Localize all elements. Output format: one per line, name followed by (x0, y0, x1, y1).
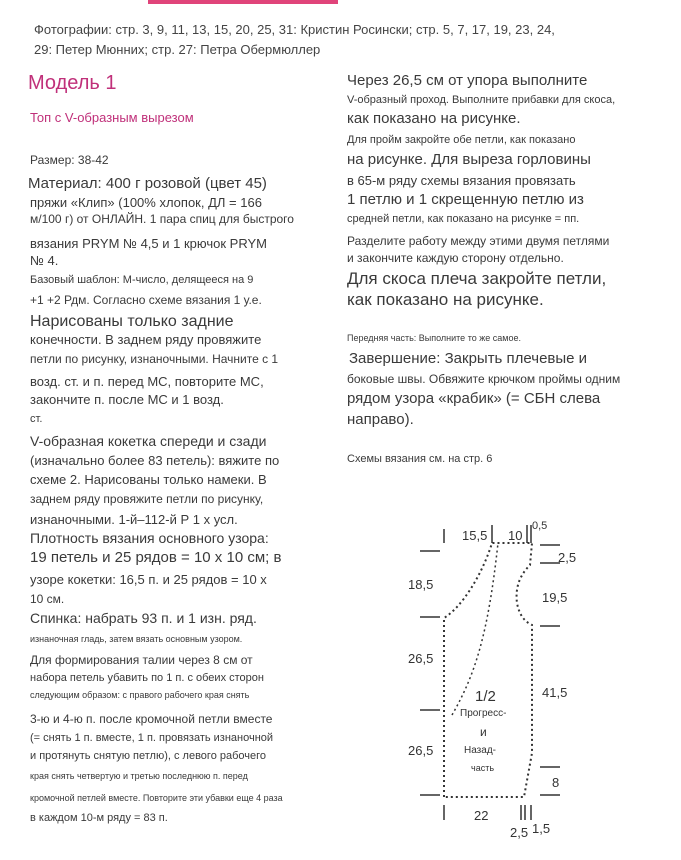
dim-left-upper: 26,5 (408, 651, 434, 666)
text-line: следующим образом: с правого рабочего края снять (30, 690, 250, 700)
text-line: Через 26,5 см от упора выполните (347, 72, 588, 89)
dim-top-edge: 0,5 (532, 520, 548, 532)
text-line: рядом узора «крабик» (= СБН слева (347, 390, 601, 407)
text-line: средней петли, как показано на рисунке = пп. (347, 213, 580, 225)
text-line: м/100 г) от ОНЛАЙН. 1 пара спиц для быстрого (30, 212, 294, 226)
text-line: изнаночная гладь, затем вязать основным узором. (30, 634, 243, 644)
text-line: Для формирования талии через 8 см от (30, 653, 253, 667)
text-line: как показано на рисунке. (347, 110, 521, 127)
text-line: (= снять 1 п. вместе, 1 п. провязать изнаночной (30, 732, 274, 744)
text-line: схеме 2. Нарисованы только намеки. В (30, 472, 267, 487)
text-line: петли по рисунку, изнаночными. Начните с 1 (30, 352, 279, 366)
text-line: Схемы вязания см. на стр. 6 (347, 453, 493, 465)
dim-left-lower: 26,5 (408, 743, 434, 758)
text-line: закончите п. после МС и 1 возд. (30, 392, 224, 407)
text-line: кромочной петлей вместе. Повторите эти убавки еще 4 раза (30, 793, 283, 803)
text-line: 1 петлю и 1 скрещенную петлю из (347, 191, 584, 208)
piece-label-line: Назад- (464, 745, 496, 756)
text-line: Передняя часть: Выполните то же самое. (347, 333, 521, 343)
dim-bottom-width: 22 (474, 808, 489, 823)
text-line: и закончите каждую сторону отдельно. (347, 251, 564, 265)
text-line: на рисунке. Для выреза горловины (347, 151, 591, 168)
dim-shoulder-drop: 2,5 (558, 550, 577, 565)
text-line: (изначально более 83 петель): вяжите по (30, 453, 280, 468)
dim-hem-right: 8 (552, 775, 560, 790)
text-line: Размер: 38-42 (30, 153, 109, 167)
piece-half-label: 1/2 (475, 688, 496, 705)
text-line: Плотность вязания основного узора: (30, 530, 269, 546)
text-line: края снять четвертую и третью последнюю п. перед (30, 771, 248, 781)
text-line: Для пройм закройте обе петли, как показано (347, 134, 576, 146)
knitting-schematic-diagram (400, 515, 580, 845)
text-line: узоре кокетки: 16,5 п. и 25 рядов = 10 х (30, 572, 267, 587)
text-line: 19 петель и 25 рядов = 10 х 10 см; в (30, 549, 282, 566)
text-line: +1 +2 Рдм. Согласно схеме вязания 1 у.е. (30, 293, 262, 307)
piece-label-line: и (480, 725, 487, 739)
text-line: Материал: 400 г розовой (цвет 45) (28, 175, 267, 192)
dim-left-armhole: 18,5 (408, 577, 434, 592)
text-line: Базовый шаблон: М-число, делящееся на 9 (30, 274, 254, 286)
dim-top-shoulder: 15,5 (462, 528, 488, 543)
text-line: возд. ст. и п. перед МС, повторите МС, (30, 374, 264, 389)
text-line: как показано на рисунке. (347, 290, 544, 309)
text-line: Для скоса плеча закройте петли, (347, 269, 607, 288)
piece-label-line: Прогресс- (460, 708, 507, 719)
text-line: V-образная кокетка спереди и сзади (30, 433, 267, 449)
photo-credits-line-1: Фотографии: стр. 3, 9, 11, 13, 15, 20, 25, 31: Кристин Росински; стр. 5, 7, 17, 19, 23, 24, (34, 22, 555, 37)
text-line: Завершение: Закрыть плечевые и (349, 350, 588, 367)
text-line: конечности. В заднем ряду провяжите (30, 332, 262, 347)
text-line: Нарисованы только задние (30, 313, 234, 330)
text-line: боковые швы. Обвяжите крючком проймы одним (347, 372, 621, 386)
dim-bottom-a: 2,5 (510, 825, 529, 840)
text-line: направо). (347, 411, 414, 428)
text-line: изнаночными. 1-й–112-й Р 1 х усл. (30, 512, 238, 527)
dim-right-side: 41,5 (542, 685, 568, 700)
text-line: вязания PRYM № 4,5 и 1 крючок PRYM (30, 236, 267, 251)
text-line: в каждом 10-м ряду = 83 п. (30, 812, 168, 824)
top-accent-bar (148, 0, 338, 4)
text-line: в 65-м ряду схемы вязания провязать (347, 173, 576, 188)
text-line: 10 см. (30, 592, 65, 606)
model-subtitle: Топ с V-образным вырезом (30, 110, 194, 125)
piece-label-line: часть (471, 763, 495, 773)
model-title: Модель 1 (28, 72, 117, 94)
text-line: № 4. (30, 253, 59, 268)
text-line: заднем ряду провяжите петли по рисунку, (30, 492, 264, 506)
text-line: V-образный проход. Выполните прибавки для скоса, (347, 94, 616, 106)
dim-right-armhole: 19,5 (542, 590, 568, 605)
text-line: Спинка: набрать 93 п. и 1 изн. ряд. (30, 610, 257, 626)
text-line: набора петель убавить по 1 п. с обеих сторон (30, 672, 264, 684)
photo-credits-line-2: 29: Петер Мюнних; стр. 27: Петра Обермюллер (34, 42, 321, 57)
dim-bottom-b: 1,5 (532, 821, 551, 836)
text-line: 3-ю и 4-ю п. после кромочной петли вместе (30, 712, 273, 726)
garment-outline (444, 543, 532, 797)
text-line: пряжи «Клип» (100% хлопок, ДЛ = 166 (30, 195, 262, 210)
dim-top-neck: 10 (508, 528, 523, 543)
text-line: Разделите работу между этими двумя петлями (347, 234, 610, 248)
text-line: ст. (30, 413, 43, 425)
text-line: и протянуть снятую петлю), с левого рабочего (30, 750, 267, 762)
